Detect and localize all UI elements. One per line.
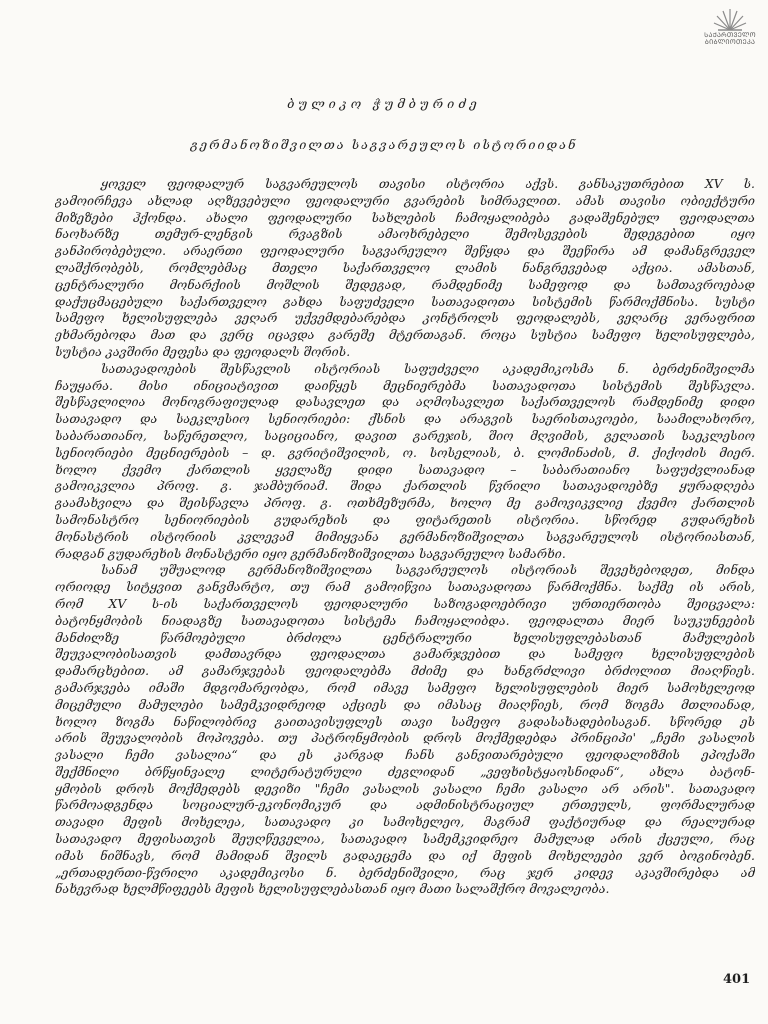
library-logo-text: ᲡᲐᲥᲐᲠᲗᲕᲔᲚᲝ ᲑᲘᲑᲚᲘᲝᲗᲔᲙᲐ xyxy=(704,31,756,46)
text-line: განპირობებული. არაერთი ფეოდალური საგვარეულო შეწყდა და შეეწირა ამ დამანგრეველ xyxy=(55,243,755,259)
text-line: ბატონყმობის ნიადაგზე სათავადოთა სისტემა ჩამოყალიბდა. ფეოდალთა მიერ საუკუნეების xyxy=(55,612,755,628)
text-line: ეხმარებოდა მათ და ვერც იცავდა გარეშე მტერთაგან. როცა სუსტია სამეფო ხელისუფლება, xyxy=(55,327,755,343)
text-line: ყმობის დროს მოქმედებს დევიზი "ჩემი ვასალის ვასალი ჩემი ვასალი არ არის". სათავადო xyxy=(55,780,755,796)
text-line: დაქუცმაცებული საქართველო გახდა საფუძველი სათავადოთა სისტემის წარმოქმნისა. სუსტი xyxy=(55,293,755,309)
text-line: რომ XV ს-ის საქართველოს ფეოდალური საზოგადოებრივი ურთიერთობა შეიცვალა: xyxy=(55,595,755,611)
text-line: „ერთადერთი-წვრილი აკადემიკოსი ნ. ბერძენიშვილი, რაც ჯერ კიდევ აკავშირებდა ამ xyxy=(55,864,755,880)
text-line: ორიოდე სიტყვით განვმარტო, თუ რამ გამოიწვია სათავადოთა წარმოქმნა. საქმე ის არის, xyxy=(55,579,755,595)
text-line: ცენტრალური მონარქიის მოშლის შედეგად, რამდენიმე სამეფოდ და სამთავროებად xyxy=(55,276,755,292)
text-line: სათავადო მეფისათვის შეუღწეველია, სათავადო სამემკვიდრეო მამულად არის ქცეული, რაც xyxy=(55,831,755,847)
text-line: თავადი მეფის მოხელეა, სათავადო კი სამოხელეო, მაგრამ ფაქტიურად და რეალურად xyxy=(55,814,755,830)
author-name: ბულიკო ჭუმბურიძე xyxy=(287,96,481,111)
text-line: დამარცხებით. ამ გამარჯვებას ფეოდალებმა მძიმე და ხანგრძლივი ბრძოლით მიაღწიეს. xyxy=(55,663,755,679)
text-line: შექმნილი ბრწყინვალე ლიტერატურული ძეგლიდან „ვეფხისტყაოსნიდან“, ახლა ბატონ- xyxy=(55,763,755,779)
text-line: ყოველ ფეოდალურ საგვარეულოს თავისი ისტორია აქვს. განსაკუთრებით XV ს. xyxy=(101,176,755,191)
page-number: 401 xyxy=(723,972,751,987)
article-body xyxy=(55,176,755,898)
text-line: ლაშქრობებს, რომლებმაც მთელი საქართველო ლამის ნანგრევებად აქცია. ამასთან, xyxy=(55,259,755,275)
text-line: ხოლო ქვემო ქართლის ყველაზე დიდი სათავადო – საბარათიანო საფუძვლიანად xyxy=(55,461,755,477)
text-line: ჩაუყარა. მისი ინიციატივით დაიწყეს მეცნიერებმა სათავადოთა სისტემის შესწავლა. xyxy=(55,377,755,393)
article-title: გერმანოზიშვილთა საგვარეულოს ისტორიიდან xyxy=(190,137,578,152)
text-line: სენიორიები მეცნიერების – დ. გვრიტიშვილის, ო. სოსელიას, ბ. ლომინაძის, მ. ქიქოძის მიერ. xyxy=(55,444,755,460)
text-line: სანამ უშუალოდ გერმანოზიშვილთა საგვარეულოს ისტორიას შევეხებოდეთ, მინდა xyxy=(101,562,755,578)
text-line: სათავადო და საეკლესიო სენიორიები: ქსნის და არაგვის საერისთავოები, საამილახორო, xyxy=(55,411,755,427)
text-line: შესწავლილია მონოგრაფიულად დასავლეთ და აღმოსავლეთ საქართველოს რამდენიმე დიდი xyxy=(55,394,755,410)
text-line: სათავადოების შესწავლის ისტორიას საფუძველი აკადემიკოსმა ნ. ბერძენიშვილმა xyxy=(101,360,755,376)
text-line: წარმოადგენდა სოციალურ-ეკონომიკურ და ადმინისტრაციულ ერთეულს, ფორმალურად xyxy=(55,797,755,813)
text-line: საბარათიანო, საწერეთლო, საციციანო, დავით გარეჯის, შიო მღვიმის, გელათის საეკლესიო xyxy=(55,427,755,443)
text-line: სამეფო ხელისუფლება ვეღარ უქვემდებარებდა კონტროლს ფეოდალებს, ვეღარც ვერაფრით xyxy=(55,310,755,326)
text-line: რადგან გუდარეხის მონასტერი იყო გერმანოზიშვილთა საგვარეულო სამარხი. xyxy=(55,545,566,561)
text-line: მონასტრის ისტორიის კვლევამ მიმიყვანა გერმანოზიშვილთა საგვარეულოს ისტორიასთან, xyxy=(55,528,755,544)
text-line: ვასალი ჩემი ვასალია“ და ეს კარგად ჩანს განვითარებული ფეოდალიზმის ეპოქაში xyxy=(55,747,755,763)
text-line: სუსტია კავშირი მეფესა და ფეოდალს შორის. xyxy=(55,343,351,359)
text-line: გამოირჩევა ახლად აღზევებული ფეოდალური გვარების სიმრავლით. ამას თავისი ობიექტური xyxy=(55,192,755,208)
text-line: შეუვალობისათვის დამთავრდა ფეოდალთა გამარჯვებით და სამეფო ხელისუფლების xyxy=(55,646,755,662)
text-line: მიზეზები ჰქონდა. ახალი ფეოდალური სახლების ჩამოყალიბება გადაშენებულ ფეოდალთა xyxy=(55,209,755,225)
text-line: სამონასტრო სენიორიების გუდარეხის და ფიტარეთის ისტორია. სწორედ გუდარეხის xyxy=(55,511,755,527)
text-line: ნაოხარზე თემურ-ლენგის რვაგზის ამაოხრებელი შემოსევების შედეგებით იყო xyxy=(55,226,755,242)
text-line: იმას ნიშნავს, რომ მამიდან შვილს გადაეცემა და იქ მეფის მოხელეები ვერ ბოგინობენ. xyxy=(55,847,755,863)
text-line: მიცემული მამულები სამემკვიდრეოდ აქციეს და იმასაც მიაღწიეს, რომ ზოგმა მთლიანად, xyxy=(55,696,755,712)
text-line: გამოიკვლია პროფ. გ. ჯამბურიამ. შიდა ქართლის წვრილი სათავადოებზე ყურადღება xyxy=(55,478,755,494)
text-line: მანძილზე წარმოებული ბრძოლა ცენტრალური ხელისუფლებასთან მამულების xyxy=(55,629,755,645)
text-line: ნახევრად ხელმწიფეებს მეფის ხელისუფლებასთან იყო მათი სალაშქრო მოვალეობა. xyxy=(55,881,610,897)
text-line: არის შეუვალობის მოპოვება. თუ პატრონყმობის დროს მოქმედებდა პრინციპი' „ჩემი ვასალის xyxy=(55,730,755,746)
rays-logo-icon xyxy=(713,6,747,32)
text-line: გაამახვილა და შეისწავლა პროფ. გ. ოთხმეზურმა, ხოლო მე გამოვიკვლიე ქვემო ქართლის xyxy=(55,495,755,511)
text-line: გამარჯვება იმაში მდგომარეობდა, რომ იმავე სამეფო ხელისუფლების მიერ სამოხელეოდ xyxy=(55,679,755,695)
text-line: ხოლო ზოგმა ნაწილობრივ გაითავისუფლეს თავი სამეფო გადასახადებისაგან. სწორედ ეს xyxy=(55,713,755,729)
library-logo xyxy=(695,6,765,56)
